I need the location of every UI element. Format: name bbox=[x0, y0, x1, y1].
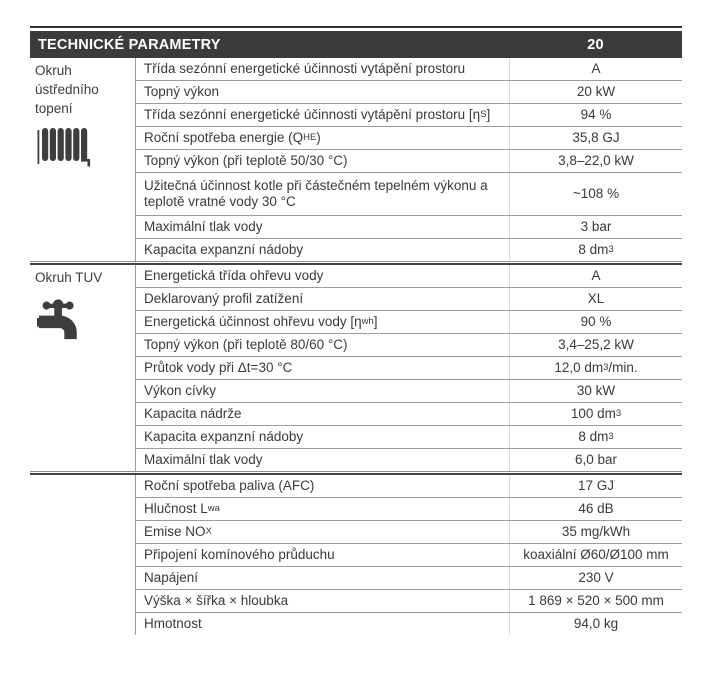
table-row bbox=[136, 520, 682, 543]
param-value: 6,0 bar bbox=[509, 449, 682, 471]
table-title: TECHNICKÉ PARAMETRY bbox=[38, 36, 221, 53]
param-name: Hlučnost L wa bbox=[144, 501, 220, 516]
param-value: 46 dB bbox=[509, 498, 682, 520]
param-value: 100 dm 3 bbox=[509, 403, 682, 425]
param-name: Topný výkon bbox=[144, 84, 220, 99]
param-name: Maximální tlak vody bbox=[144, 219, 263, 234]
table-row bbox=[136, 80, 682, 103]
section bbox=[30, 265, 682, 471]
section-label-line: Okruh TUV bbox=[35, 270, 103, 285]
table-body bbox=[30, 58, 682, 635]
section-rows bbox=[135, 58, 682, 261]
param-name: Topný výkon (při teplotě 80/60 °C) bbox=[144, 337, 348, 352]
table-row bbox=[136, 589, 682, 612]
param-value: 20 kW bbox=[509, 81, 682, 103]
table-row bbox=[136, 475, 682, 497]
table-row bbox=[136, 543, 682, 566]
param-value: 3,8–22,0 kW bbox=[509, 150, 682, 172]
param-value: 230 V bbox=[509, 567, 682, 589]
param-name: Průtok vody při Δt=30 °C bbox=[144, 360, 293, 375]
param-value: 3 bar bbox=[509, 216, 682, 238]
param-value: 8 dm 3 bbox=[509, 426, 682, 448]
param-name: Maximální tlak vody bbox=[144, 452, 263, 467]
table-row bbox=[136, 566, 682, 589]
param-value: 17 GJ bbox=[509, 475, 682, 497]
table-row bbox=[136, 172, 682, 215]
param-name: Deklarovaný profil zatížení bbox=[144, 291, 304, 306]
table-row bbox=[136, 612, 682, 635]
param-name: Výška × šířka × hloubka bbox=[144, 593, 289, 608]
param-value: 8 dm 3 bbox=[509, 239, 682, 261]
table-row bbox=[136, 126, 682, 149]
table-row bbox=[136, 149, 682, 172]
section bbox=[30, 58, 682, 261]
param-name: Připojení komínového průduchu bbox=[144, 547, 335, 562]
table-row bbox=[136, 310, 682, 333]
table-row bbox=[136, 215, 682, 238]
table-row bbox=[136, 103, 682, 126]
section bbox=[30, 475, 682, 635]
section-label-line: ústředního bbox=[35, 82, 99, 97]
param-name: Kapacita expanzní nádoby bbox=[144, 429, 304, 444]
param-name: Topný výkon (při teplotě 50/30 °C) bbox=[144, 153, 348, 168]
param-value: 94,0 kg bbox=[509, 613, 682, 635]
param-value: 12,0 dm 3 /min. bbox=[509, 357, 682, 379]
param-value: A bbox=[509, 58, 682, 80]
table-row bbox=[136, 356, 682, 379]
param-value: ~108 % bbox=[509, 173, 682, 215]
section-label bbox=[30, 265, 135, 471]
section-rows bbox=[135, 475, 682, 635]
param-name: Roční spotřeba paliva (AFC) bbox=[144, 478, 315, 493]
param-value: 90 % bbox=[509, 311, 682, 333]
param-name: Kapacita expanzní nádoby bbox=[144, 242, 304, 257]
param-name: Roční spotřeba energie (Q HE ) bbox=[144, 130, 321, 145]
section-label bbox=[30, 475, 135, 635]
table-row bbox=[136, 448, 682, 471]
table-row bbox=[136, 238, 682, 261]
table-row bbox=[136, 497, 682, 520]
param-value: 35,8 GJ bbox=[509, 127, 682, 149]
param-value: koaxiální Ø60/Ø100 mm bbox=[509, 544, 682, 566]
param-value: 35 mg/kWh bbox=[509, 521, 682, 543]
param-value: XL bbox=[509, 288, 682, 310]
param-value: A bbox=[509, 265, 682, 287]
table-row bbox=[136, 58, 682, 80]
param-name: Třída sezónní energetické účinnosti vytápění prostoru bbox=[144, 61, 466, 76]
param-name: Energetická účinnost ohřevu vody [η wh ] bbox=[144, 314, 378, 329]
section-label-line: Okruh bbox=[35, 63, 72, 78]
table-row bbox=[136, 287, 682, 310]
table-row bbox=[136, 265, 682, 287]
faucet-icon bbox=[37, 296, 131, 342]
table-row bbox=[136, 379, 682, 402]
param-value: 94 % bbox=[509, 104, 682, 126]
param-name: Výkon cívky bbox=[144, 383, 217, 398]
table-row bbox=[136, 402, 682, 425]
param-name: Třída sezónní energetické účinnosti vytápění prostoru [η S ] bbox=[144, 107, 491, 122]
param-name: Kapacita nádrže bbox=[144, 406, 242, 421]
model-number-badge: 20 bbox=[587, 36, 604, 53]
param-name: Užitečná účinnost kotle při částečném tepelném výkonu a teplotě vratné vody 30 °C bbox=[144, 177, 488, 209]
table-header bbox=[30, 31, 682, 58]
param-value: 3,4–25,2 kW bbox=[509, 334, 682, 356]
param-name: Hmotnost bbox=[144, 616, 202, 631]
param-value: 1 869 × 520 × 500 mm bbox=[509, 590, 682, 612]
radiator-icon bbox=[37, 127, 131, 167]
param-name: Energetická třída ohřevu vody bbox=[144, 268, 324, 283]
table-row bbox=[136, 425, 682, 448]
table-row bbox=[136, 333, 682, 356]
section-label-line: topení bbox=[35, 101, 73, 116]
param-name: Napájení bbox=[144, 570, 199, 585]
table-top-rule bbox=[30, 26, 682, 28]
section-label bbox=[30, 58, 135, 261]
section-rows bbox=[135, 265, 682, 471]
param-name: Emise NO X bbox=[144, 524, 212, 539]
param-value: 30 kW bbox=[509, 380, 682, 402]
technical-parameters-table bbox=[30, 26, 682, 635]
